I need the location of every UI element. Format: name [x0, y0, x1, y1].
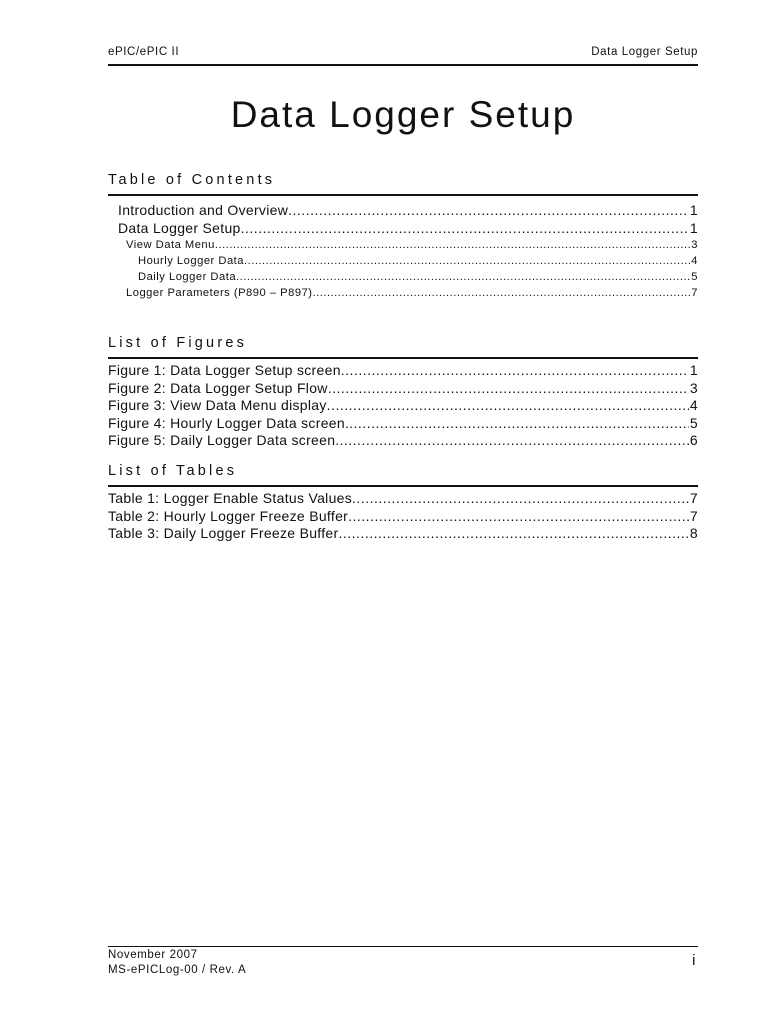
header-rule	[108, 64, 698, 66]
tables-section	[108, 462, 698, 543]
toc-entry[interactable]: Introduction and Overview ..... 1	[108, 201, 698, 219]
page-number: i	[692, 952, 696, 969]
figure-entry[interactable]: Figure 5: Daily Logger Data screen. ..... 6	[108, 432, 698, 450]
toc-entry[interactable]: Daily Logger Data ..... 5	[108, 269, 698, 285]
toc-entry[interactable]: View Data Menu ..... 3	[108, 237, 698, 253]
toc-entry[interactable]: Hourly Logger Data ..... 4	[108, 253, 698, 269]
toc-entry[interactable]: Logger Parameters (P890 – P897) ..... 7	[108, 285, 698, 301]
footer-doc-id: MS-ePICLog-00 / Rev. A	[108, 964, 247, 976]
figure-entry[interactable]: Figure 3: View Data Menu display ..... 4	[108, 397, 698, 415]
toc-section	[108, 171, 698, 301]
table-entry[interactable]: Table 2: Hourly Logger Freeze Buffer ..... 7	[108, 508, 698, 526]
tables-heading: List of Tables	[108, 463, 238, 479]
toc-heading: Table of Contents	[108, 172, 276, 188]
figures-section	[108, 334, 698, 450]
figure-entry[interactable]: Figure 1: Data Logger Setup screen ..... 1	[108, 362, 698, 380]
page-header	[108, 46, 698, 64]
footer-date: November 2007	[108, 949, 198, 961]
figure-entry[interactable]: Figure 4: Hourly Logger Data screen. ..... 5	[108, 415, 698, 433]
table-entry[interactable]: Table 3: Daily Logger Freeze Buffer ..... 8	[108, 525, 698, 543]
figure-entry[interactable]: Figure 2: Data Logger Setup Flow ..... 3	[108, 380, 698, 398]
figures-heading: List of Figures	[108, 335, 248, 351]
header-product: ePIC/ePIC II	[108, 46, 180, 58]
table-entry[interactable]: Table 1: Logger Enable Status Values ..... 7	[108, 490, 698, 508]
header-section: Data Logger Setup	[591, 46, 698, 58]
page-title: Data Logger Setup	[230, 94, 576, 135]
toc-entry[interactable]: Data Logger Setup ..... 1	[108, 219, 698, 237]
document-page	[108, 0, 698, 1024]
footer-rule	[108, 946, 698, 947]
